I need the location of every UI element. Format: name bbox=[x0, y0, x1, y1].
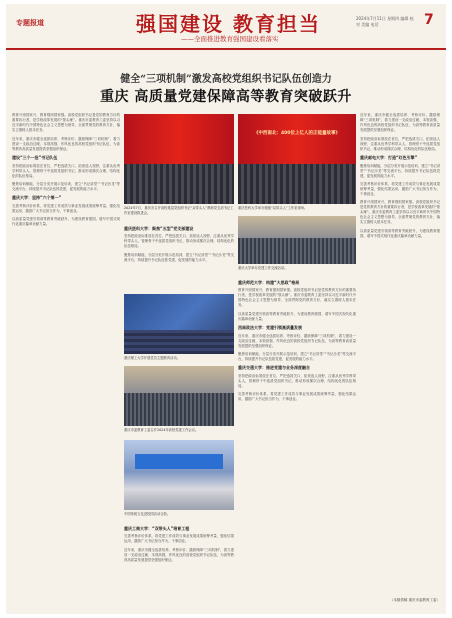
photo-caption: 2024年7月，重庆市召开高校基层党组织书记“双带头人”教师党支部书记工作室建设推进会。 bbox=[124, 206, 234, 215]
photo-caption: 中国传统文化进校园活动合影。 bbox=[124, 512, 171, 516]
photo-caption: 重庆市委教育工委召开2024年高校党建工作会议。 bbox=[124, 428, 199, 432]
body-paragraph: 聚焦培训赋能，分层分类开展示范培训，建立“书记讲堂”“书记沙龙”等交流平台，持续提升书记队伍抓党建、促发展的能力水平。 bbox=[238, 351, 356, 361]
photo-caption: 重庆理工大学开展党员主题教育活动。 bbox=[124, 356, 181, 360]
body-paragraph: 聚焦培训赋能，分层分类开展示范培训，建立“书记讲堂”“书记沙龙”等交流平台，持续提升书记队伍抓党建、促发展的能力水平。 bbox=[12, 181, 120, 191]
section-heading: 重庆师范大学：构建“大思政”格局 bbox=[238, 280, 300, 285]
body-paragraph: 以高质量党建引领高等教育突破跃升，为建设教育强国、谱写中国式现代化重庆篇章贡献力量。 bbox=[360, 228, 440, 238]
body-column-1 bbox=[12, 110, 120, 610]
photo-caption: 重庆医科大学举办校级“双带头人”工作室现场。 bbox=[238, 206, 308, 210]
section-heading: 建设“三个一批”书记队伍 bbox=[12, 155, 58, 161]
body-paragraph: 完善考核评价体系，将党建工作成效与事业发展成果统筹考量，强化结果运用，激励广大书记担当作为、干事创业。 bbox=[360, 181, 440, 196]
section-heading: 重庆邮电大学：打造“红色引擎” bbox=[360, 155, 418, 161]
section-heading: 西南政法大学：党建引领高质量发展 bbox=[238, 325, 302, 331]
body-paragraph: 近年来，重庆市健全选拔培养、考核评价、激励保障“三项机制”，着力建设一支政治过硬、本领高强、作风优良的高校党组织书记队伍，为高等教育高质量发展提供坚强组织保证。 bbox=[124, 547, 234, 562]
masthead-subtitle: ——全面推进教育强国建设看落实 bbox=[181, 35, 279, 43]
body-paragraph: 近年来，重庆市健全选拔培养、考核评价、激励保障“三项机制”，着力建设一支政治过硬、本领高强、作风优良的高校党组织书记队伍，为高等教育高质量发展提供坚强组织保证。 bbox=[12, 136, 120, 151]
stage-banner-text: 《中西南北：400位上亿人的正能量故事》 bbox=[254, 131, 340, 137]
body-paragraph: 以高质量党建引领高等教育突破跃升，为建设教育强国、谱写中国式现代化重庆篇章贡献力量。 bbox=[12, 217, 120, 227]
body-paragraph: 坚持把政治标准放在首位，严把选拔关口，拓宽选人视野，注重从优秀学科带头人、管理骨干中选拔党组织书记，推动形成梯次合理、结构优化的队伍格局。 bbox=[12, 163, 120, 178]
section-heading: 重庆交通大学：推进党建与业务深度融合 bbox=[238, 365, 310, 371]
body-paragraph: 教育兴则国家兴，教育强则国家强。高校党组织书记是党的教育方针的重要执行者，是学校改革发展的“领头雁”。重庆市委教育工委坚持以习近平新时代中国特色社会主义思想为指导，全面贯彻党的教育方针，落实立德树人根本任务。 bbox=[12, 113, 120, 133]
event-photo bbox=[238, 216, 356, 264]
section-heading: 重庆医科大学：聚焦“五型”党支部建设 bbox=[124, 226, 194, 231]
body-paragraph: 完善考核评价体系，将党建工作成效与事业发展成果统筹考量，强化结果运用，激励广大书记担当作为、干事创业。 bbox=[124, 534, 234, 544]
body-column-4 bbox=[360, 110, 440, 590]
stage-photo bbox=[238, 114, 356, 204]
body-paragraph: 聚焦培训赋能，分层分类开展示范培训，建立“书记讲堂”“书记沙龙”等交流平台，持续提升书记队伍抓党建、促发展的能力水平。 bbox=[360, 163, 440, 178]
body-paragraph: 教育兴则国家兴，教育强则国家强。高校党组织书记是党的教育方针的重要执行者，是学校改革发展的“领头雁”。重庆市委教育工委坚持以习近平新时代中国特色社会主义思想为指导，全面贯彻党的教育方针，落实立德树人根本任务。 bbox=[238, 288, 356, 308]
masthead-title: 强国建设 教育担当 bbox=[136, 12, 321, 36]
body-paragraph: 完善考核评价体系，将党建工作成效与事业发展成果统筹考量，强化结果运用，激励广大书记担当作为、干事创业。 bbox=[12, 203, 120, 213]
article-headline: 重庆 高质量党建保障高等教育突破跃升 bbox=[100, 89, 352, 105]
body-column-3 bbox=[238, 278, 356, 610]
body-column-2a bbox=[124, 224, 234, 284]
body-paragraph: 教育兴则国家兴，教育强则国家强。高校党组织书记是党的教育方针的重要执行者，是学校改革发展的“领头雁”。重庆市委教育工委坚持以习近平新时代中国特色社会主义思想为指导，全面贯彻党的教育方针，落实立德树人根本任务。 bbox=[360, 200, 440, 225]
issue-info: 2024年7月11日 星期四 编辑 校对 美编 电话 bbox=[356, 16, 414, 27]
body-paragraph: 坚持把政治标准放在首位，严把选拔关口，拓宽选人视野，注重从优秀学科带头人、管理骨干中选拔党组织书记，推动形成梯次合理、结构优化的队伍格局。 bbox=[124, 234, 234, 249]
page-number: 7 bbox=[424, 12, 434, 28]
body-paragraph: 以高质量党建引领高等教育突破跃升，为建设教育强国、谱写中国式现代化重庆篇章贡献力量。 bbox=[238, 311, 356, 321]
body-paragraph: 近年来，重庆市健全选拔培养、考核评价、激励保障“三项机制”，着力建设一支政治过硬、本领高强、作风优良的高校党组织书记队伍，为高等教育高质量发展提供坚强组织保证。 bbox=[238, 333, 356, 348]
byline: （本版供稿 重庆市委教育工委） bbox=[389, 598, 440, 602]
activity-photo bbox=[124, 294, 234, 354]
article-kicker: 健全“三项机制”激发高校党组织书记队伍创造力 bbox=[120, 74, 332, 85]
body-column-2b bbox=[124, 524, 234, 610]
section-label: 专题报道 bbox=[16, 18, 44, 27]
conference-photo bbox=[124, 366, 234, 426]
section-heading: 重庆大学：坚持“六个第一” bbox=[12, 195, 62, 201]
body-paragraph: 完善考核评价体系，将党建工作成效与事业发展成果统筹考量，强化结果运用，激励广大书记担当作为、干事创业。 bbox=[238, 392, 356, 402]
meeting-photo bbox=[124, 114, 234, 204]
body-paragraph: 坚持把政治标准放在首位，严把选拔关口，拓宽选人视野，注重从优秀学科带头人、管理骨干中选拔党组织书记，推动形成梯次合理、结构优化的队伍格局。 bbox=[238, 373, 356, 388]
newspaper-page bbox=[6, 4, 446, 614]
section-heading: 重庆工商大学：“双带头人”培育工程 bbox=[124, 526, 190, 531]
masthead bbox=[6, 4, 446, 50]
body-paragraph: 坚持把政治标准放在首位，严把选拔关口，拓宽选人视野，注重从优秀学科带头人、管理骨干中选拔党组织书记，推动形成梯次合理、结构优化的队伍格局。 bbox=[360, 136, 440, 151]
photo-caption: 重庆大学举办党建工作交流活动。 bbox=[238, 266, 288, 270]
body-paragraph: 近年来，重庆市健全选拔培养、考核评价、激励保障“三项机制”，着力建设一支政治过硬、本领高强、作风优良的高校党组织书记队伍，为高等教育高质量发展提供坚强组织保证。 bbox=[360, 113, 440, 133]
body-paragraph: 聚焦培训赋能，分层分类开展示范培训，建立“书记讲堂”“书记沙龙”等交流平台，持续提升书记队伍抓党建、促发展的能力水平。 bbox=[124, 252, 234, 262]
group-photo bbox=[124, 440, 234, 510]
